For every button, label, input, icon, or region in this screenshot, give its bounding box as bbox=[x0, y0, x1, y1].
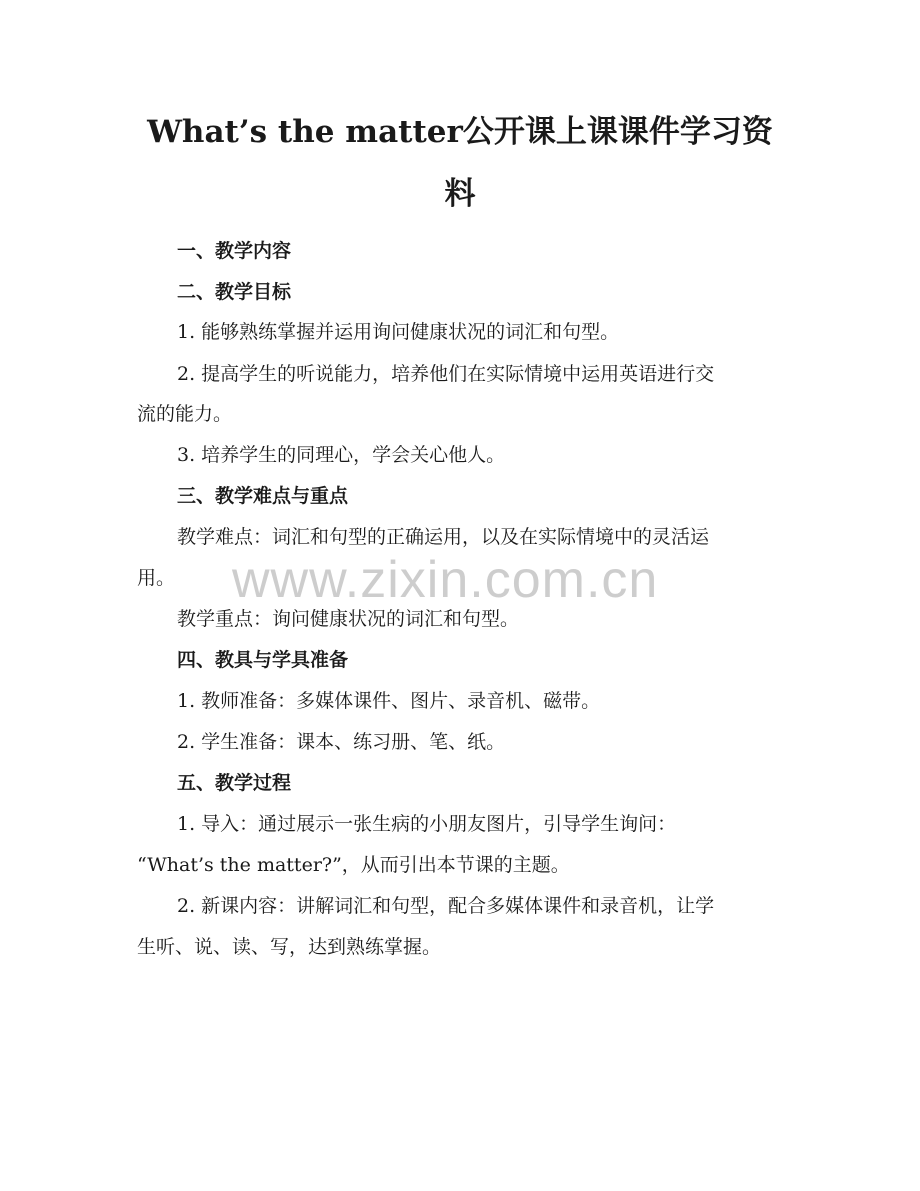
section-heading-difficulties: 三、教学难点与重点 bbox=[177, 485, 349, 507]
objective-2: 2. 提高学生的听说能力，培养他们在实际情境中运用英语进行交 bbox=[177, 363, 715, 385]
objective-2-continued: 流的能力。 bbox=[137, 403, 233, 425]
section-heading-preparation: 四、教具与学具准备 bbox=[177, 649, 349, 671]
teaching-difficulty: 教学难点：词汇和句型的正确运用，以及在实际情境中的灵活运 bbox=[177, 526, 710, 548]
process-step-1: 1. 导入：通过展示一张生病的小朋友图片，引导学生询问： bbox=[177, 813, 677, 835]
objective-1: 1. 能够熟练掌握并运用询问健康状况的词汇和句型。 bbox=[177, 321, 620, 343]
student-preparation: 2. 学生准备：课本、练习册、笔、纸。 bbox=[177, 731, 506, 753]
process-step-2-continued: 生听、说、读、写，达到熟练掌握。 bbox=[137, 936, 442, 958]
document-title-line-1: What’s the matter公开课上课课件学习资 bbox=[147, 114, 773, 150]
teaching-focus: 教学重点：询问健康状况的词汇和句型。 bbox=[177, 608, 520, 630]
teaching-difficulty-continued: 用。 bbox=[137, 567, 176, 589]
section-heading-content: 一、教学内容 bbox=[177, 240, 292, 262]
process-step-1-continued: “What’s the matter?”，从而引出本节课的主题。 bbox=[137, 854, 570, 876]
teacher-preparation: 1. 教师准备：多媒体课件、图片、录音机、磁带。 bbox=[177, 690, 601, 712]
watermark: www.zixin.com.cn bbox=[232, 551, 659, 609]
document-title-line-2: 料 bbox=[444, 176, 476, 212]
section-heading-objectives: 二、教学目标 bbox=[177, 281, 292, 303]
objective-3: 3. 培养学生的同理心，学会关心他人。 bbox=[177, 444, 506, 466]
section-heading-process: 五、教学过程 bbox=[177, 772, 292, 794]
process-step-2: 2. 新课内容：讲解词汇和句型，配合多媒体课件和录音机，让学 bbox=[177, 895, 715, 917]
